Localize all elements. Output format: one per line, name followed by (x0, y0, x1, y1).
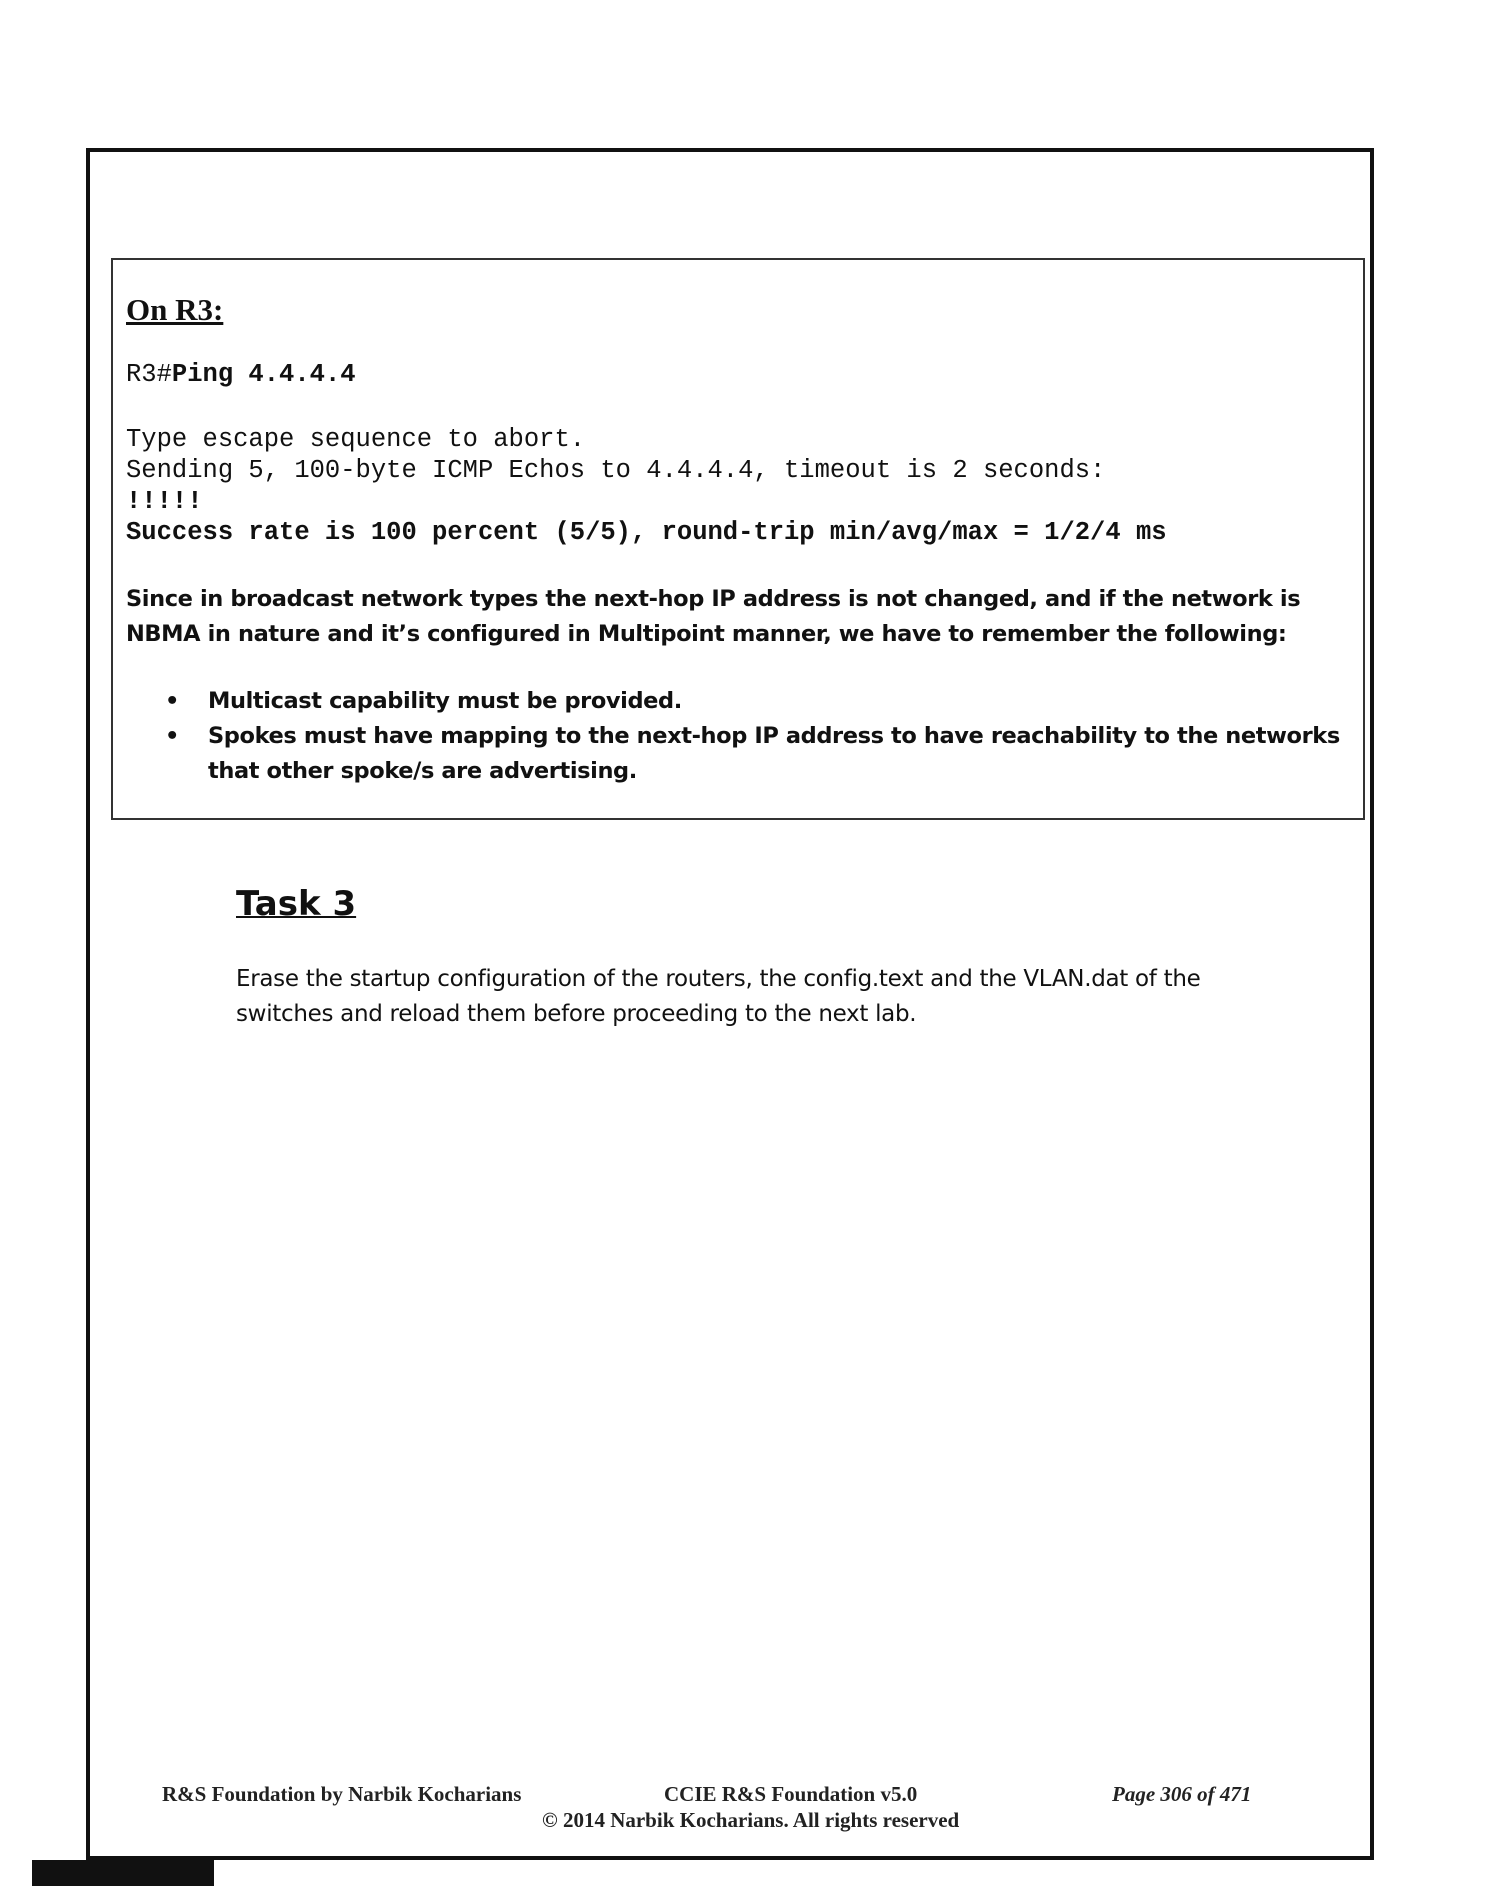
scan-edge-mark (32, 1860, 214, 1886)
command-prompt: R3# (126, 360, 172, 389)
output-line-1: Type escape sequence to abort. (126, 425, 586, 454)
list-item-text: Multicast capability must be provided. (208, 688, 682, 714)
footer-center: CCIE R&S Foundation v5.0 (664, 1782, 918, 1806)
footer-copyright: © 2014 Narbik Kocharians. All rights reserved (542, 1808, 960, 1832)
task-description: Erase the startup configuration of the routers, the config.text and the VLAN.dat of the switches and reload them before proceeding to the next lab. (236, 966, 1201, 1027)
explanation-paragraph: Since in broadcast network types the next-hop IP address is not changed, and if the network is NBMA in nature and it’s configured in Multipoint manner, we have to remember the following: (126, 586, 1301, 647)
command-line (126, 359, 356, 390)
section-heading: On R3: (126, 292, 224, 327)
output-line-2: Sending 5, 100-byte ICMP Echos to 4.4.4.4, timeout is 2 seconds: (126, 456, 1106, 485)
footer-page-number: Page 306 of 471 (1112, 1782, 1252, 1806)
list-item (165, 684, 1345, 719)
output-line-3: !!!!! (126, 487, 203, 516)
list-item (165, 719, 1345, 789)
command-text: Ping 4.4.4.4 (171, 360, 356, 389)
task-title: Task 3 (236, 884, 357, 924)
bullet-icon: • (165, 688, 179, 714)
list-item-text: Spokes must have mapping to the next-hop IP address to have reachability to the networks that other spoke/s are advertising. (208, 723, 1340, 784)
output-line-4: Success rate is 100 percent (5/5), round-trip min/avg/max = 1/2/4 ms (126, 518, 1167, 547)
footer-left: R&S Foundation by Narbik Kocharians (162, 1782, 522, 1806)
bullet-icon: • (165, 723, 179, 749)
requirements-list (165, 684, 1345, 789)
